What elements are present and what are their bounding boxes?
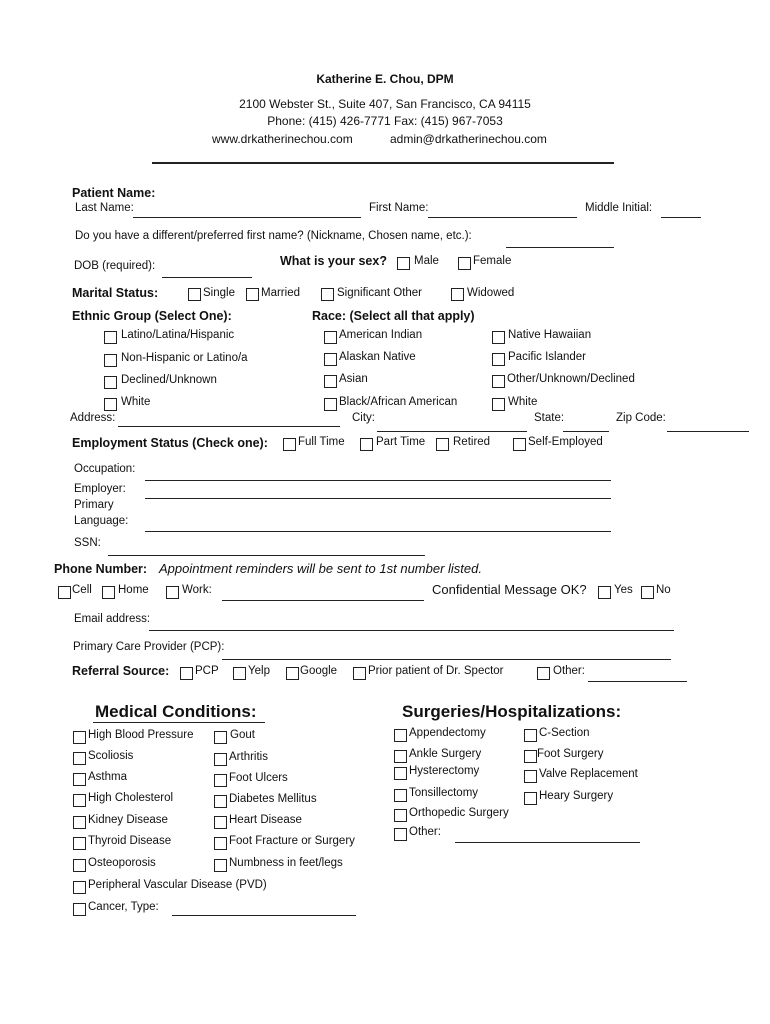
work-checkbox[interactable] (166, 586, 179, 599)
patient-name-heading: Patient Name: (72, 186, 156, 200)
practice-email: admin@drkatherinechou.com (390, 132, 547, 146)
black-checkbox[interactable] (324, 398, 337, 411)
race-white-label: White (508, 396, 538, 408)
first-name-field[interactable] (428, 217, 577, 218)
medical-item: Arthritis (229, 751, 268, 763)
gout-checkbox[interactable] (214, 731, 227, 744)
retired-label: Retired (453, 436, 491, 448)
foot-ulcers-checkbox[interactable] (214, 774, 227, 787)
referral-other-checkbox[interactable] (537, 667, 550, 680)
medical-item: Thyroid Disease (88, 835, 172, 847)
medical-item: High Cholesterol (88, 792, 174, 804)
medical-item: Diabetes Mellitus (229, 793, 317, 805)
american-indian-checkbox[interactable] (324, 331, 337, 344)
surgery-other-field[interactable] (455, 842, 640, 843)
occupation-label: Occupation: (74, 463, 136, 475)
state-field[interactable] (563, 431, 609, 432)
confidential-no-label: No (656, 584, 671, 596)
sex-question: What is your sex? (280, 254, 387, 268)
confidential-message-label: Confidential Message OK? (432, 582, 587, 597)
full-time-checkbox[interactable] (283, 438, 296, 451)
practice-phones: Phone: (415) 426-7771 Fax: (415) 967-7053 (267, 114, 503, 128)
native-hawaiian-checkbox[interactable] (492, 331, 505, 344)
referral-pcp-label: PCP (195, 665, 219, 677)
referral-other-field[interactable] (588, 681, 687, 682)
last-name-field[interactable] (133, 217, 361, 218)
part-time-label: Part Time (376, 436, 426, 448)
practice-address: 2100 Webster St., Suite 407, San Francisco, CA 94115 (239, 97, 531, 111)
practice-website: www.drkatherinechou.com (212, 132, 353, 146)
foot-fracture-checkbox[interactable] (214, 837, 227, 850)
hysterectomy-checkbox[interactable] (394, 767, 407, 780)
city-field[interactable] (377, 431, 527, 432)
alaskan-native-label: Alaskan Native (339, 351, 416, 363)
self-employed-checkbox[interactable] (513, 438, 526, 451)
medical-item: Cancer, Type: (88, 901, 159, 913)
first-name-label: First Name: (369, 202, 429, 214)
self-employed-label: Self-Employed (528, 436, 603, 448)
declined-checkbox[interactable] (104, 376, 117, 389)
race-other-checkbox[interactable] (492, 375, 505, 388)
appendectomy-checkbox[interactable] (394, 729, 407, 742)
arthritis-checkbox[interactable] (214, 753, 227, 766)
medical-item: Numbness in feet/legs (229, 857, 343, 869)
referral-google-checkbox[interactable] (286, 667, 299, 680)
asian-label: Asian (339, 373, 368, 385)
surgery-item: Ankle Surgery (409, 748, 482, 760)
single-label: Single (203, 287, 235, 299)
employer-label: Employer: (74, 483, 126, 495)
medical-item: Kidney Disease (88, 814, 168, 826)
cancer-checkbox[interactable] (73, 903, 86, 916)
race-other-label: Other/Unknown/Declined (507, 373, 635, 385)
phone-number-label: Phone Number: (54, 562, 148, 576)
asthma-checkbox[interactable] (73, 773, 86, 786)
retired-checkbox[interactable] (436, 438, 449, 451)
female-label: Female (473, 255, 512, 267)
widowed-label: Widowed (467, 287, 515, 299)
referral-prior-patient-checkbox[interactable] (353, 667, 366, 680)
referral-google-label: Google (300, 665, 338, 677)
referral-source-label: Referral Source: (72, 664, 170, 678)
surgeries-heading: Surgeries/Hospitalizations: (402, 702, 622, 721)
heart-disease-checkbox[interactable] (214, 816, 227, 829)
pacific-islander-label: Pacific Islander (508, 351, 586, 363)
surgery-item: Hysterectomy (409, 765, 480, 777)
middle-initial-label: Middle Initial: (585, 202, 653, 214)
native-hawaiian-label: Native Hawaiian (508, 329, 592, 341)
c-section-checkbox[interactable] (524, 729, 537, 742)
thyroid-disease-checkbox[interactable] (73, 837, 86, 850)
surgery-item: Other: (409, 826, 441, 838)
high-cholesterol-checkbox[interactable] (73, 794, 86, 807)
diabetes-checkbox[interactable] (214, 795, 227, 808)
surgery-item: Valve Replacement (539, 768, 638, 780)
medical-item: Foot Fracture or Surgery (229, 835, 355, 847)
city-label: City: (352, 412, 375, 424)
single-checkbox[interactable] (188, 288, 201, 301)
ssn-field[interactable] (108, 555, 425, 556)
medical-heading-underline (93, 722, 265, 723)
medical-item: Scoliosis (88, 750, 134, 762)
referral-yelp-label: Yelp (248, 665, 270, 677)
part-time-checkbox[interactable] (360, 438, 373, 451)
medical-item: High Blood Pressure (88, 729, 194, 741)
language-label: Language: (74, 515, 129, 527)
race-white-checkbox[interactable] (492, 398, 505, 411)
header-divider (152, 162, 614, 164)
cell-checkbox[interactable] (58, 586, 71, 599)
language-field[interactable] (145, 531, 611, 532)
confidential-yes-checkbox[interactable] (598, 586, 611, 599)
male-label: Male (414, 255, 439, 267)
medical-item: Asthma (88, 771, 127, 783)
non-hispanic-checkbox[interactable] (104, 354, 117, 367)
medical-item: Heart Disease (229, 814, 302, 826)
foot-surgery-checkbox[interactable] (524, 750, 537, 763)
scoliosis-checkbox[interactable] (73, 752, 86, 765)
work-phone-field[interactable] (222, 600, 424, 601)
surgery-item: Foot Surgery (537, 748, 604, 760)
non-hispanic-label: Non-Hispanic or Latino/a (121, 352, 248, 364)
kidney-disease-checkbox[interactable] (73, 816, 86, 829)
phone-note: Appointment reminders will be sent to 1st number listed. (159, 561, 482, 576)
marital-status-label: Marital Status: (72, 286, 159, 300)
referral-prior-patient-label: Prior patient of Dr. Spector (368, 665, 504, 677)
home-checkbox[interactable] (102, 586, 115, 599)
black-label: Black/African American (339, 396, 458, 408)
widowed-checkbox[interactable] (451, 288, 464, 301)
preferred-name-field[interactable] (506, 247, 614, 248)
tonsillectomy-checkbox[interactable] (394, 789, 407, 802)
significant-other-checkbox[interactable] (321, 288, 334, 301)
middle-initial-field[interactable] (661, 217, 701, 218)
surgery-item: Orthopedic Surgery (409, 807, 509, 819)
preferred-name-label: Do you have a different/preferred first name? (Nickname, Chosen name, etc.): (75, 230, 472, 242)
confidential-yes-label: Yes (614, 584, 633, 596)
confidential-no-checkbox[interactable] (641, 586, 654, 599)
referral-other-label: Other: (553, 665, 585, 677)
ethnic-white-label: White (121, 396, 151, 408)
heart-surgery-checkbox[interactable] (524, 792, 537, 805)
address-field[interactable] (118, 426, 340, 427)
valve-replacement-checkbox[interactable] (524, 770, 537, 783)
american-indian-label: American Indian (339, 329, 423, 341)
alaskan-native-checkbox[interactable] (324, 353, 337, 366)
referral-yelp-checkbox[interactable] (233, 667, 246, 680)
asian-checkbox[interactable] (324, 375, 337, 388)
referral-pcp-checkbox[interactable] (180, 667, 193, 680)
zip-field[interactable] (667, 431, 749, 432)
ankle-surgery-checkbox[interactable] (394, 750, 407, 763)
osteoporosis-checkbox[interactable] (73, 859, 86, 872)
work-label: Work: (182, 584, 212, 596)
zip-label: Zip Code: (616, 412, 666, 424)
primary-label: Primary (74, 499, 114, 511)
last-name-label: Last Name: (75, 202, 134, 214)
email-field[interactable] (149, 630, 674, 631)
medical-item: Osteoporosis (88, 857, 156, 869)
married-checkbox[interactable] (246, 288, 259, 301)
declined-label: Declined/Unknown (121, 374, 217, 386)
employment-status-label: Employment Status (Check one): (72, 436, 268, 450)
medical-item: Foot Ulcers (229, 772, 288, 784)
cell-label: Cell (72, 584, 92, 596)
race-label: Race: (Select all that apply) (312, 309, 475, 323)
medical-item: Gout (230, 729, 255, 741)
surgery-item: Heary Surgery (539, 790, 614, 802)
pcp-label: Primary Care Provider (PCP): (73, 641, 225, 653)
pvd-checkbox[interactable] (73, 881, 86, 894)
state-label: State: (534, 412, 565, 424)
latino-label: Latino/Latina/Hispanic (121, 329, 235, 341)
pcp-field[interactable] (222, 659, 671, 660)
surgery-item: C-Section (539, 727, 590, 739)
significant-other-label: Significant Other (337, 287, 423, 299)
male-checkbox[interactable] (397, 257, 410, 270)
ssn-label: SSN: (74, 537, 101, 549)
surgery-item: Tonsillectomy (409, 787, 479, 799)
medical-conditions-heading: Medical Conditions: (95, 702, 257, 721)
surgery-other-checkbox[interactable] (394, 828, 407, 841)
address-label: Address: (70, 412, 116, 424)
surgery-item: Appendectomy (409, 727, 486, 739)
practice-name: Katherine E. Chou, DPM (316, 72, 454, 86)
orthopedic-surgery-checkbox[interactable] (394, 809, 407, 822)
full-time-label: Full Time (298, 436, 345, 448)
medical-item: Peripheral Vascular Disease (PVD) (88, 879, 267, 891)
ethnic-white-checkbox[interactable] (104, 398, 117, 411)
cancer-type-field[interactable] (172, 915, 356, 916)
occupation-field[interactable] (145, 480, 611, 481)
latino-checkbox[interactable] (104, 331, 117, 344)
married-label: Married (261, 287, 300, 299)
home-label: Home (118, 584, 149, 596)
ethnic-group-label: Ethnic Group (Select One): (72, 309, 232, 323)
dob-field[interactable] (162, 277, 252, 278)
dob-label: DOB (required): (74, 260, 156, 272)
pacific-islander-checkbox[interactable] (492, 353, 505, 366)
employer-field[interactable] (145, 498, 611, 499)
email-label: Email address: (74, 613, 151, 625)
numbness-checkbox[interactable] (214, 859, 227, 872)
female-checkbox[interactable] (458, 257, 471, 270)
high-blood-pressure-checkbox[interactable] (73, 731, 86, 744)
